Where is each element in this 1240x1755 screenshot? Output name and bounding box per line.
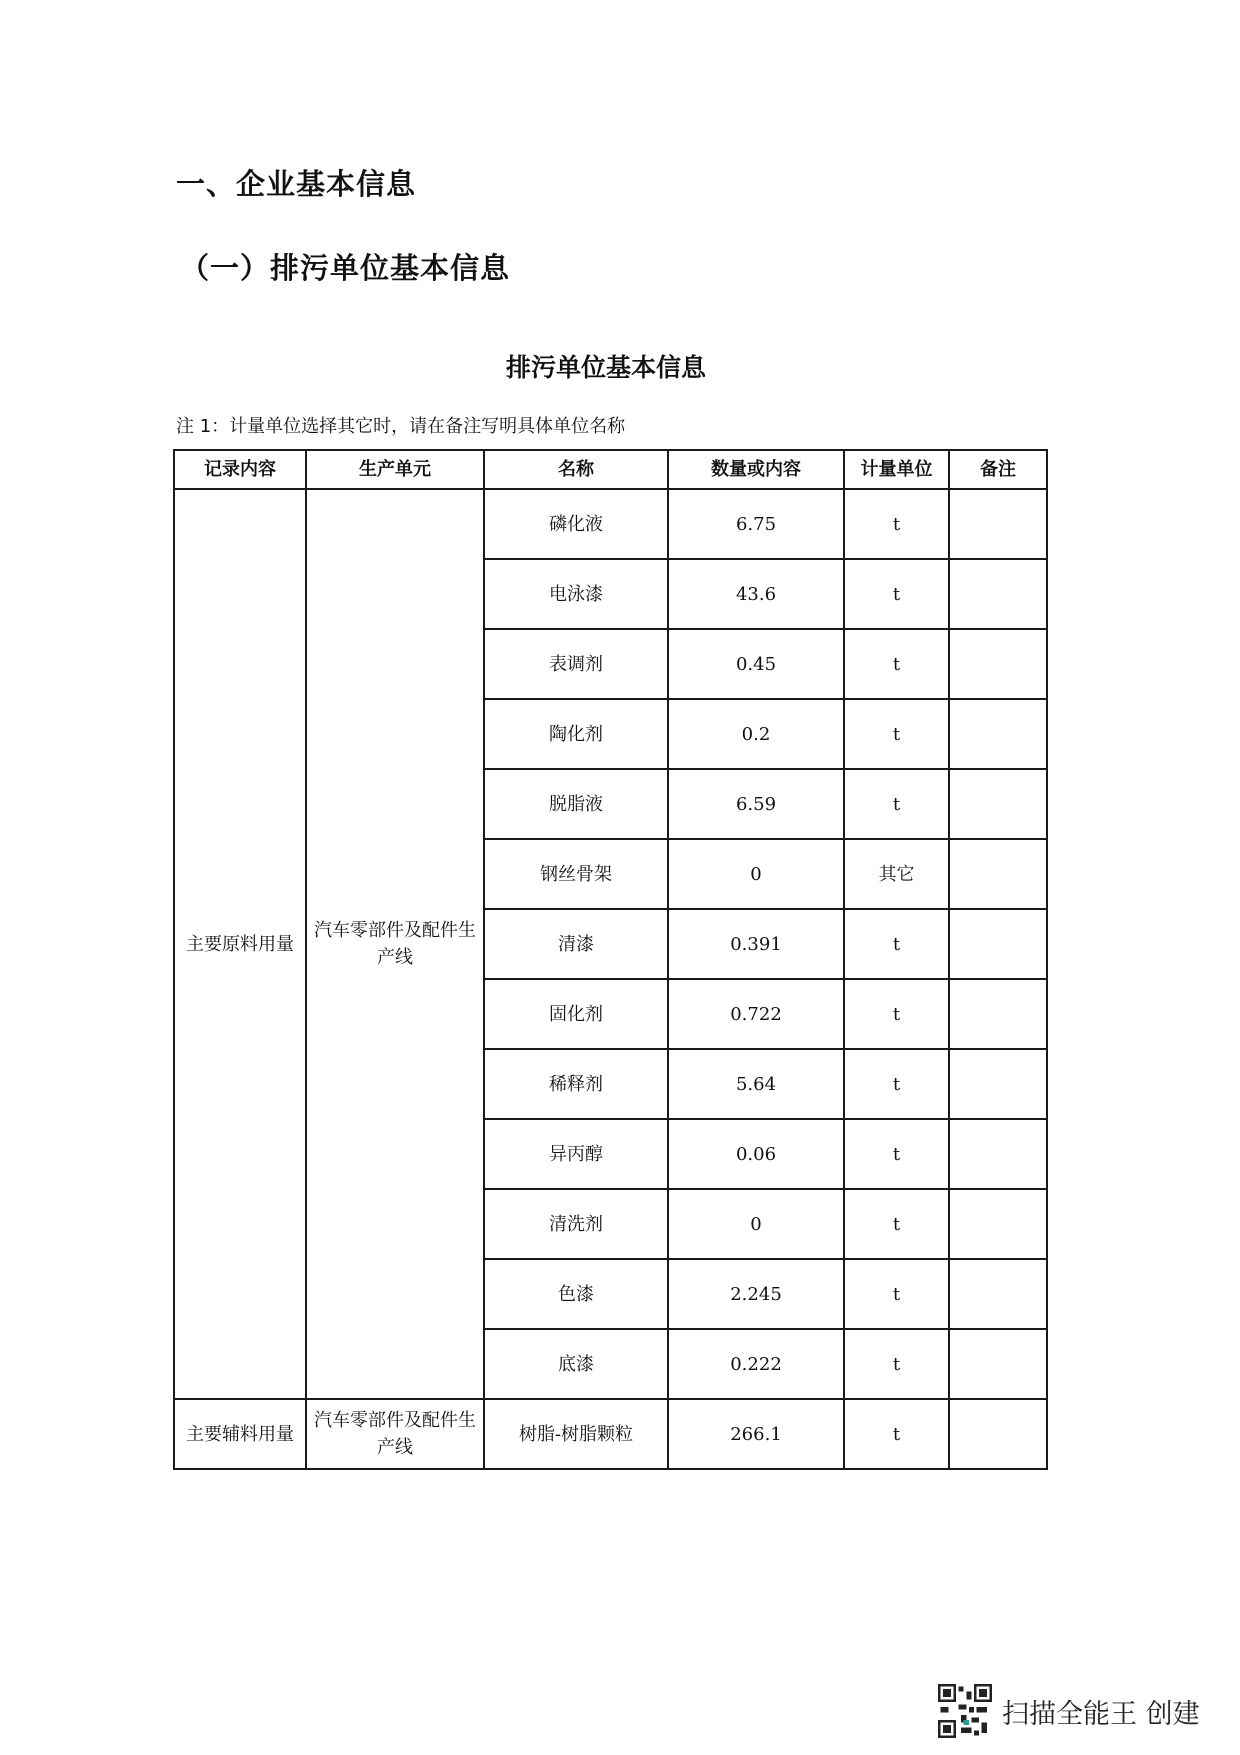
record-content-cell: 主要辅料用量 (174, 1399, 306, 1469)
table-title: 排污单位基本信息 (505, 353, 706, 382)
table-header-row (174, 450, 1047, 489)
material-name-cell: 电泳漆 (484, 559, 668, 629)
quantity-cell: 0.2 (668, 699, 844, 769)
record-content-cell: 主要原料用量 (174, 489, 306, 1399)
unit-cell: t (844, 769, 949, 839)
quantity-cell: 266.1 (668, 1399, 844, 1469)
remark-cell (949, 1259, 1047, 1329)
unit-cell: t (844, 1189, 949, 1259)
remark-cell (949, 1049, 1047, 1119)
pollutant-unit-info-table (173, 449, 1048, 1470)
table-note: 注 1：计量单位选择其它时，请在备注写明具体单位名称 (176, 416, 626, 437)
remark-cell (949, 1399, 1047, 1469)
quantity-cell: 0.391 (668, 909, 844, 979)
header-unit: 计量单位 (844, 450, 949, 489)
qr-code-icon (938, 1684, 992, 1738)
quantity-cell: 0.222 (668, 1329, 844, 1399)
material-name-cell: 树脂-树脂颗粒 (484, 1399, 668, 1469)
header-name: 名称 (484, 450, 668, 489)
unit-cell: t (844, 909, 949, 979)
quantity-cell: 0.722 (668, 979, 844, 1049)
table-body (174, 489, 1047, 1469)
unit-cell: t (844, 559, 949, 629)
unit-cell: t (844, 1049, 949, 1119)
header-remark: 备注 (949, 450, 1047, 489)
material-name-cell: 底漆 (484, 1329, 668, 1399)
unit-cell: t (844, 489, 949, 559)
subsection-heading: （一）排污单位基本信息 (180, 251, 511, 285)
material-name-cell: 表调剂 (484, 629, 668, 699)
scanner-app-label: 扫描全能王 创建 (1002, 1698, 1200, 1730)
quantity-cell: 5.64 (668, 1049, 844, 1119)
unit-cell: t (844, 1119, 949, 1189)
quantity-cell: 0.06 (668, 1119, 844, 1189)
unit-cell: t (844, 699, 949, 769)
quantity-cell: 2.245 (668, 1259, 844, 1329)
material-name-cell: 异丙醇 (484, 1119, 668, 1189)
scanner-watermark (938, 1684, 1200, 1738)
material-name-cell: 色漆 (484, 1259, 668, 1329)
unit-cell: t (844, 1259, 949, 1329)
quantity-cell: 0 (668, 1189, 844, 1259)
material-name-cell: 固化剂 (484, 979, 668, 1049)
remark-cell (949, 1189, 1047, 1259)
material-name-cell: 钢丝骨架 (484, 839, 668, 909)
remark-cell (949, 699, 1047, 769)
table-row (174, 489, 1047, 559)
remark-cell (949, 489, 1047, 559)
remark-cell (949, 559, 1047, 629)
remark-cell (949, 1329, 1047, 1399)
quantity-cell: 6.59 (668, 769, 844, 839)
unit-cell: t (844, 979, 949, 1049)
quantity-cell: 43.6 (668, 559, 844, 629)
material-name-cell: 稀释剂 (484, 1049, 668, 1119)
table-row (174, 1399, 1047, 1469)
remark-cell (949, 839, 1047, 909)
quantity-cell: 6.75 (668, 489, 844, 559)
material-name-cell: 磷化液 (484, 489, 668, 559)
unit-cell: t (844, 629, 949, 699)
material-name-cell: 脱脂液 (484, 769, 668, 839)
remark-cell (949, 1119, 1047, 1189)
material-name-cell: 清洗剂 (484, 1189, 668, 1259)
production-unit-cell: 汽车零部件及配件生产线 (306, 1399, 484, 1469)
unit-cell: t (844, 1329, 949, 1399)
unit-cell: t (844, 1399, 949, 1469)
remark-cell (949, 769, 1047, 839)
production-unit-cell: 汽车零部件及配件生产线 (306, 489, 484, 1399)
quantity-cell: 0 (668, 839, 844, 909)
quantity-cell: 0.45 (668, 629, 844, 699)
remark-cell (949, 979, 1047, 1049)
header-production-unit: 生产单元 (306, 450, 484, 489)
remark-cell (949, 629, 1047, 699)
header-quantity: 数量或内容 (668, 450, 844, 489)
unit-cell: 其它 (844, 839, 949, 909)
remark-cell (949, 909, 1047, 979)
material-name-cell: 陶化剂 (484, 699, 668, 769)
section-heading: 一、企业基本信息 (176, 167, 417, 201)
material-name-cell: 清漆 (484, 909, 668, 979)
header-record: 记录内容 (174, 450, 306, 489)
